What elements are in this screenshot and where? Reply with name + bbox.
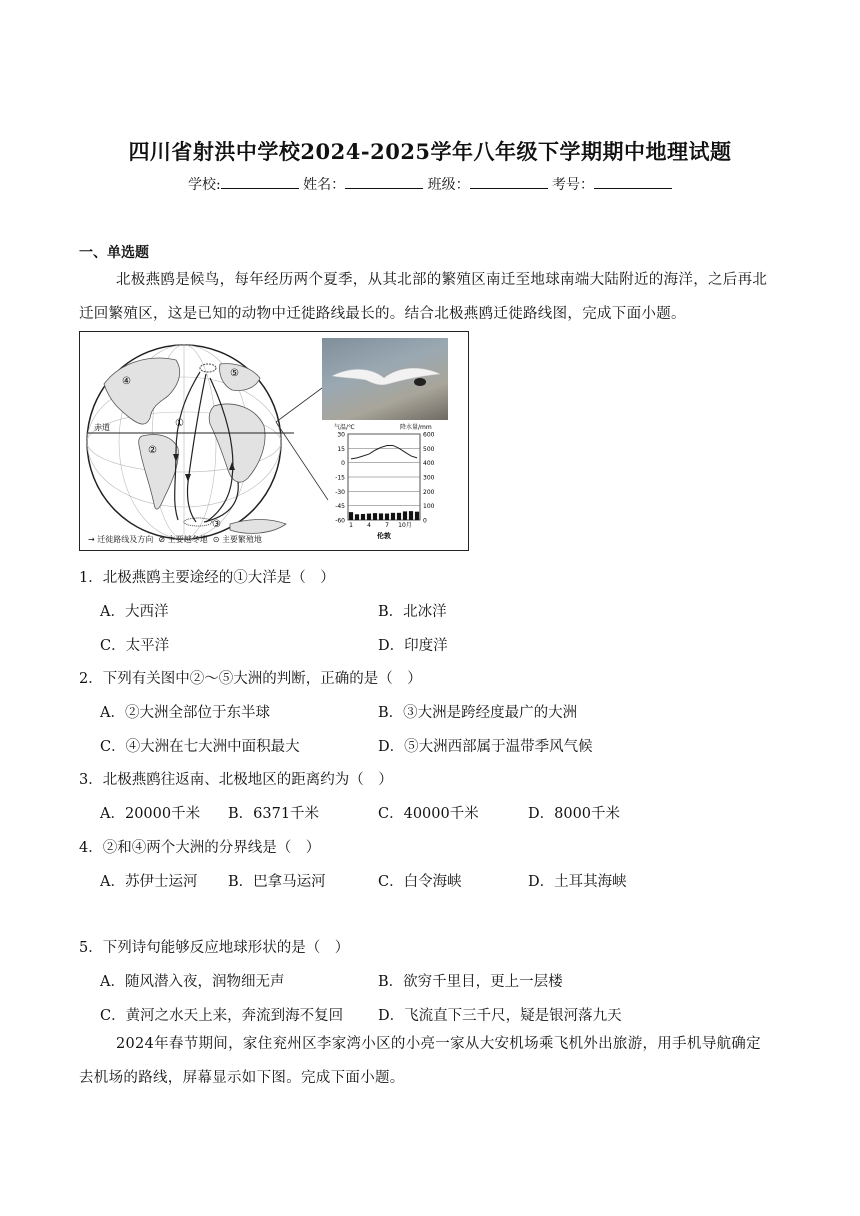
chart-temp-title: 气温/℃ bbox=[334, 424, 355, 431]
answer-option[interactable]: D．土耳其海峡 bbox=[528, 874, 627, 890]
answer-option[interactable]: C．太平洋 bbox=[100, 638, 170, 654]
label-c5: ⑤ bbox=[230, 368, 239, 379]
precip-tick-label: 100 bbox=[423, 503, 435, 511]
tern-illustration bbox=[322, 338, 448, 420]
question-text: 下列诗句能够反应地球形状的是（ ） bbox=[102, 940, 350, 956]
winter-legend-icon: ⊘ bbox=[158, 535, 166, 544]
month-tick-label: 1 bbox=[349, 522, 353, 529]
month-tick-label: 4 bbox=[367, 522, 371, 529]
precip-tick-label: 200 bbox=[423, 488, 435, 496]
answer-option[interactable]: D．飞流直下三千尺，疑是银河落九天 bbox=[378, 1008, 622, 1024]
answer-option[interactable]: A．随风潜入夜，润物细无声 bbox=[100, 974, 285, 990]
answer-option[interactable]: C．白令海峡 bbox=[378, 874, 462, 890]
question-text: 下列有关图中②～⑤大洲的判断，正确的是（ ） bbox=[102, 671, 422, 687]
precip-tick-label: 0 bbox=[423, 517, 427, 525]
question-number: 3． bbox=[79, 772, 103, 788]
climate-chart bbox=[334, 423, 435, 540]
answer-option[interactable]: D．印度洋 bbox=[378, 638, 448, 654]
map-legend bbox=[88, 534, 262, 545]
label-c2: ② bbox=[148, 445, 157, 456]
breed-legend-icon: ⊙ bbox=[212, 535, 220, 544]
precip-tick-label: 400 bbox=[423, 460, 435, 468]
question-stem bbox=[79, 566, 335, 587]
answer-option[interactable]: B．欲穷千里目，更上一层楼 bbox=[378, 974, 563, 990]
answer-option[interactable]: D．⑤大洲西部属于温带季风气候 bbox=[378, 739, 593, 755]
month-tick-label: 10月 bbox=[398, 522, 412, 529]
answer-option[interactable]: A．苏伊士运河 bbox=[100, 874, 198, 890]
answer-option[interactable]: C．④大洲在七大洲中面积最大 bbox=[100, 739, 300, 755]
temp-tick-label: -45 bbox=[335, 503, 345, 511]
name-blank[interactable] bbox=[345, 176, 423, 189]
question-text: 北极燕鸥往返南、北极地区的距离约为（ ） bbox=[102, 772, 393, 788]
page-title: 四川省射洪中学校2024-2025学年八年级下学期期中地理试题 bbox=[128, 139, 732, 164]
class-blank[interactable] bbox=[470, 176, 548, 189]
question-stem bbox=[79, 667, 422, 688]
answer-option[interactable]: B．③大洲是跨经度最广的大洲 bbox=[378, 705, 578, 721]
question-number: 5． bbox=[79, 940, 103, 956]
question-text: 北极燕鸥主要途经的①大洋是（ ） bbox=[102, 570, 335, 586]
precip-tick-label: 600 bbox=[423, 431, 435, 439]
temp-tick-label: 0 bbox=[341, 460, 345, 468]
answer-option[interactable]: B．6371千米 bbox=[228, 806, 320, 822]
precip-bar bbox=[373, 513, 377, 520]
question-stem bbox=[79, 836, 320, 857]
chart-city-label: 伦敦 bbox=[377, 532, 391, 540]
precip-bar bbox=[361, 514, 365, 520]
answer-option[interactable]: A．②大洲全部位于东半球 bbox=[100, 705, 270, 721]
number-label: 考号： bbox=[552, 177, 595, 193]
precip-bar bbox=[415, 512, 419, 520]
route-legend-icon: → bbox=[88, 535, 95, 544]
migration-figure bbox=[79, 331, 469, 551]
precip-bar bbox=[367, 514, 371, 520]
answer-option[interactable]: B．巴拿马运河 bbox=[228, 874, 326, 890]
equator-label: 赤道 bbox=[94, 423, 110, 432]
intro-paragraph-line: 去机场的路线，屏幕显示如下图。完成下面小题。 bbox=[79, 1070, 405, 1086]
legend-route: 迁徙路线及方向 bbox=[97, 535, 154, 544]
answer-option[interactable]: A．20000千米 bbox=[100, 806, 201, 822]
label-c4: ④ bbox=[122, 376, 131, 387]
precip-tick-label: 500 bbox=[423, 445, 435, 453]
answer-option[interactable]: C．黄河之水天上来，奔流到海不复回 bbox=[100, 1008, 344, 1024]
temp-tick-label: 15 bbox=[337, 445, 345, 453]
school-blank[interactable] bbox=[221, 176, 299, 189]
question-number: 1． bbox=[79, 570, 103, 586]
answer-option[interactable]: D．8000千米 bbox=[528, 806, 621, 822]
name-label: 姓名： bbox=[303, 177, 346, 193]
temp-tick-label: -60 bbox=[335, 517, 345, 525]
answer-option[interactable]: C．40000千米 bbox=[378, 806, 479, 822]
question-stem bbox=[79, 936, 349, 957]
student-info-line bbox=[0, 174, 860, 194]
month-tick-label: 7 bbox=[385, 522, 389, 529]
question-number: 4． bbox=[79, 840, 103, 856]
precip-bar bbox=[349, 512, 353, 520]
arctic-tern-photo bbox=[322, 338, 448, 420]
precip-bar bbox=[403, 511, 407, 520]
legend-winter: 主要越冬地 bbox=[167, 535, 208, 544]
precip-bar bbox=[379, 513, 383, 520]
question-number: 2． bbox=[79, 671, 103, 687]
precip-bar bbox=[409, 511, 413, 520]
chart-precip-title: 降水量/mm bbox=[400, 424, 432, 431]
callout-line bbox=[276, 422, 328, 500]
section-heading: 一、单选题 bbox=[79, 245, 149, 261]
answer-option[interactable]: A．大西洋 bbox=[100, 604, 169, 620]
temp-tick-label: 30 bbox=[337, 431, 345, 439]
precip-tick-label: 300 bbox=[423, 474, 435, 482]
label-c3: ③ bbox=[212, 519, 221, 530]
school-label: 学校: bbox=[187, 177, 221, 193]
answer-option[interactable]: B．北冰洋 bbox=[378, 604, 447, 620]
precip-bar bbox=[397, 513, 401, 520]
temp-tick-label: -15 bbox=[335, 474, 345, 482]
temp-tick-label: -30 bbox=[335, 488, 345, 496]
number-blank[interactable] bbox=[594, 176, 672, 189]
label-c1: ① bbox=[175, 418, 184, 429]
precip-bar bbox=[385, 514, 389, 520]
question-text: ②和④两个大洲的分界线是（ ） bbox=[102, 840, 321, 856]
class-label: 班级： bbox=[427, 177, 470, 193]
precip-bar bbox=[355, 514, 359, 520]
precip-bar bbox=[391, 513, 395, 520]
intro-paragraph-line: 北极燕鸥是候鸟，每年经历两个夏季，从其北部的繁殖区南迁至地球南端大陆附近的海洋，之后再北 bbox=[116, 272, 768, 288]
callout-line bbox=[276, 388, 322, 422]
antarctica bbox=[230, 520, 286, 534]
legend-breed: 主要繁殖地 bbox=[221, 535, 262, 544]
question-stem bbox=[79, 768, 393, 789]
intro-paragraph-line: 2024年春节期间，家住兖州区李家湾小区的小亮一家从大安机场乘飞机外出旅游，用手机导航确定 bbox=[116, 1036, 761, 1052]
intro-paragraph-line: 迁回繁殖区，这是已知的动物中迁徙路线最长的。结合北极燕鸥迁徙路线图，完成下面小题。 bbox=[79, 306, 686, 322]
